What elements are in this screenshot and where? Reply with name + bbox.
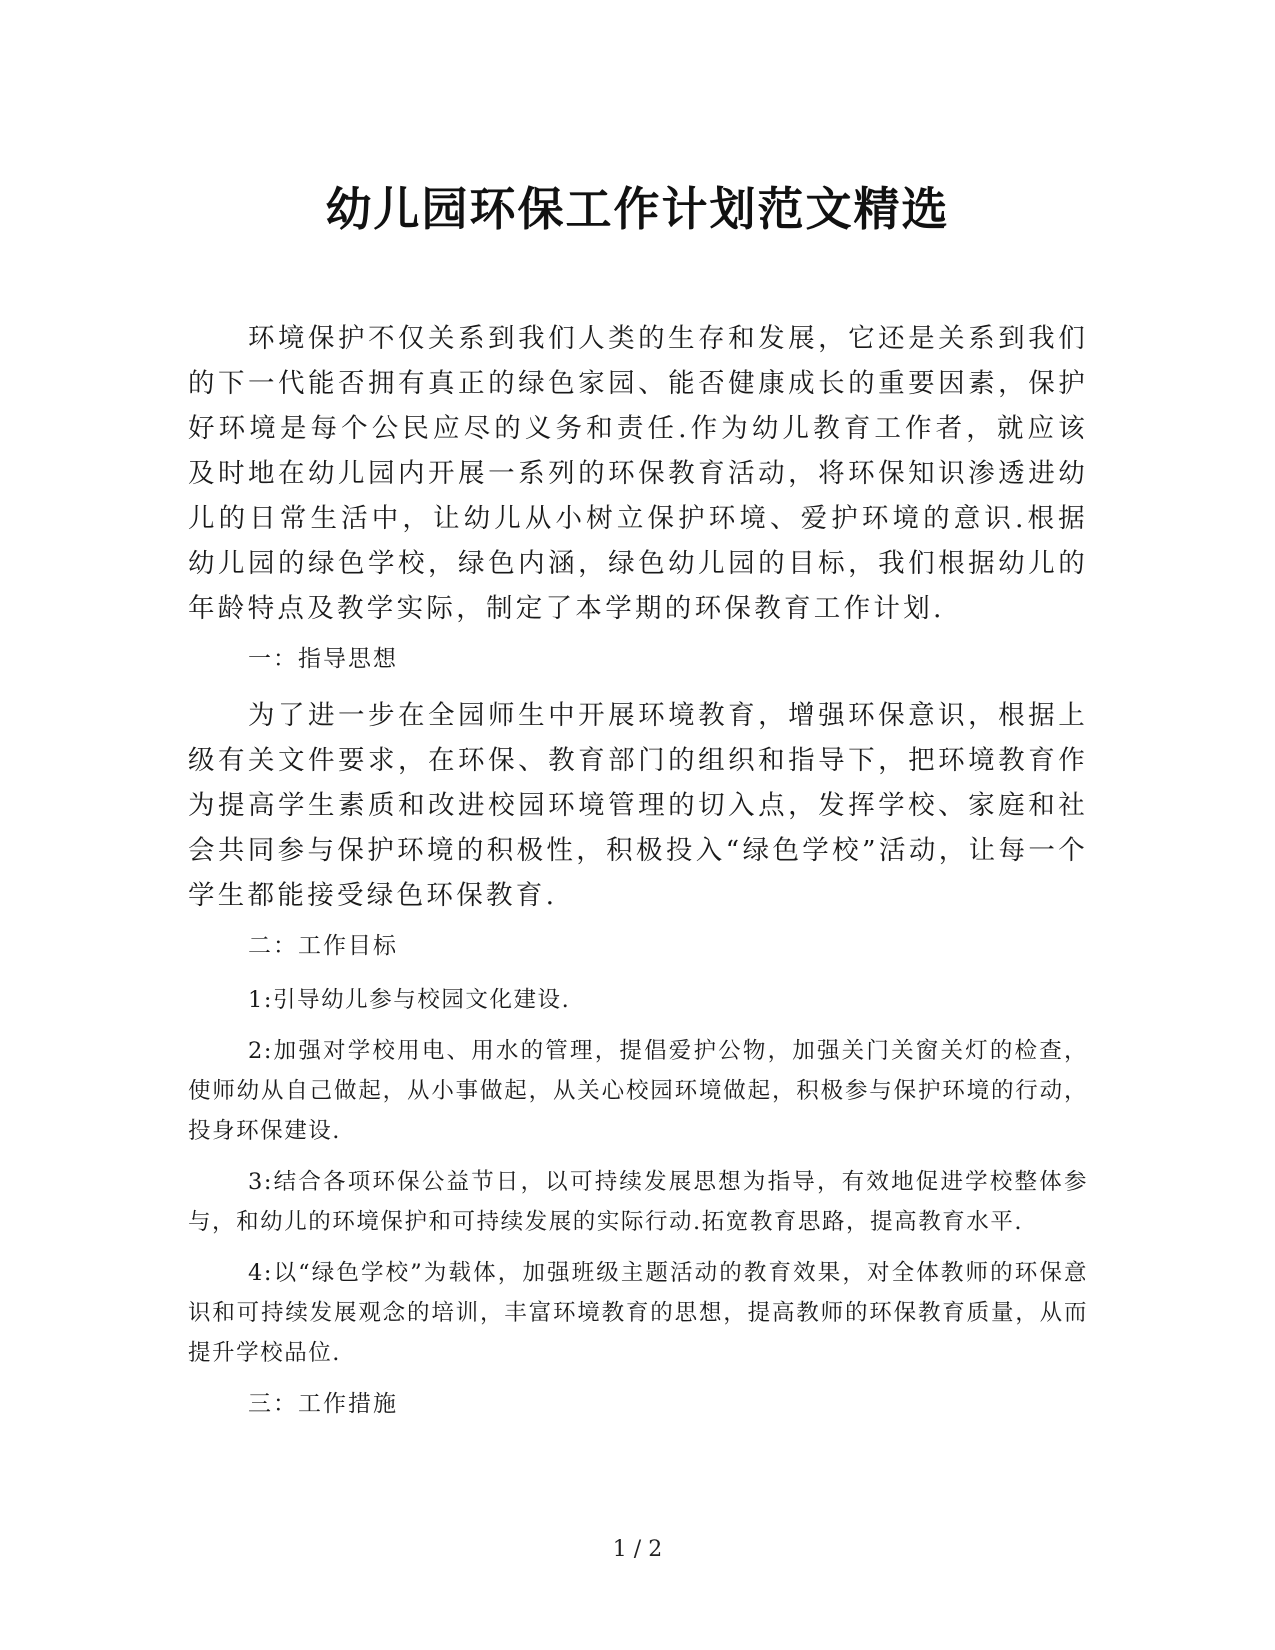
document-body	[188, 316, 1088, 1438]
section-heading-work-measures: 三：工作措施	[248, 1391, 398, 1417]
document-title: 幼儿园环保工作计划范文精选	[325, 181, 950, 236]
guiding-ideology-paragraph: 为了进一步在全园师生中开展环境教育，增强环保意识，根据上级有关文件要求，在环保、教育部门的组织和指导下，把环境教育作为提高学生素质和改进校园环境管理的切入点，发挥学校、家庭和社会共同参与保护环境的积极性，积极投入“绿色学校”活动，让每一个学生都能接受绿色环保教育.	[188, 700, 1088, 911]
page-number: 1 / 2	[612, 1537, 663, 1562]
goal-item-3: 3:结合各项环保公益节日，以可持续发展思想为指导，有效地促进学校整体参与，和幼儿的环境保护和可持续发展的实际行动.拓宽教育思路，提高教育水平.	[188, 1169, 1088, 1235]
goal-item-2: 2:加强对学校用电、用水的管理，提倡爱护公物，加强关门关窗关灯的检查，使师幼从自己做起，从小事做起，从关心校园环境做起，积极参与保护环境的行动，投身环保建设.	[188, 1038, 1088, 1144]
intro-paragraph: 环境保护不仅关系到我们人类的生存和发展，它还是关系到我们的下一代能否拥有真正的绿色家园、能否健康成长的重要因素，保护好环境是每个公民应尽的义务和责任.作为幼儿教育工作者，就应该及时地在幼儿园内开展一系列的环保教育活动，将环保知识渗透进幼儿的日常生活中，让幼儿从小树立保护环境、爱护环境的意识.根据幼儿园的绿色学校，绿色内涵，绿色幼儿园的目标，我们根据幼儿的年龄特点及教学实际，制定了本学期的环保教育工作计划.	[188, 323, 1088, 624]
section-heading-guiding-ideology: 一：指导思想	[248, 646, 398, 672]
section-heading-work-goals: 二：工作目标	[248, 933, 398, 959]
goal-item-1: 1:引导幼儿参与校园文化建设.	[248, 987, 571, 1013]
goal-item-4: 4:以“绿色学校”为载体，加强班级主题活动的教育效果，对全体教师的环保意识和可持续发展观念的培训，丰富环境教育的思想，提高教师的环保教育质量，从而提升学校品位.	[188, 1260, 1088, 1366]
